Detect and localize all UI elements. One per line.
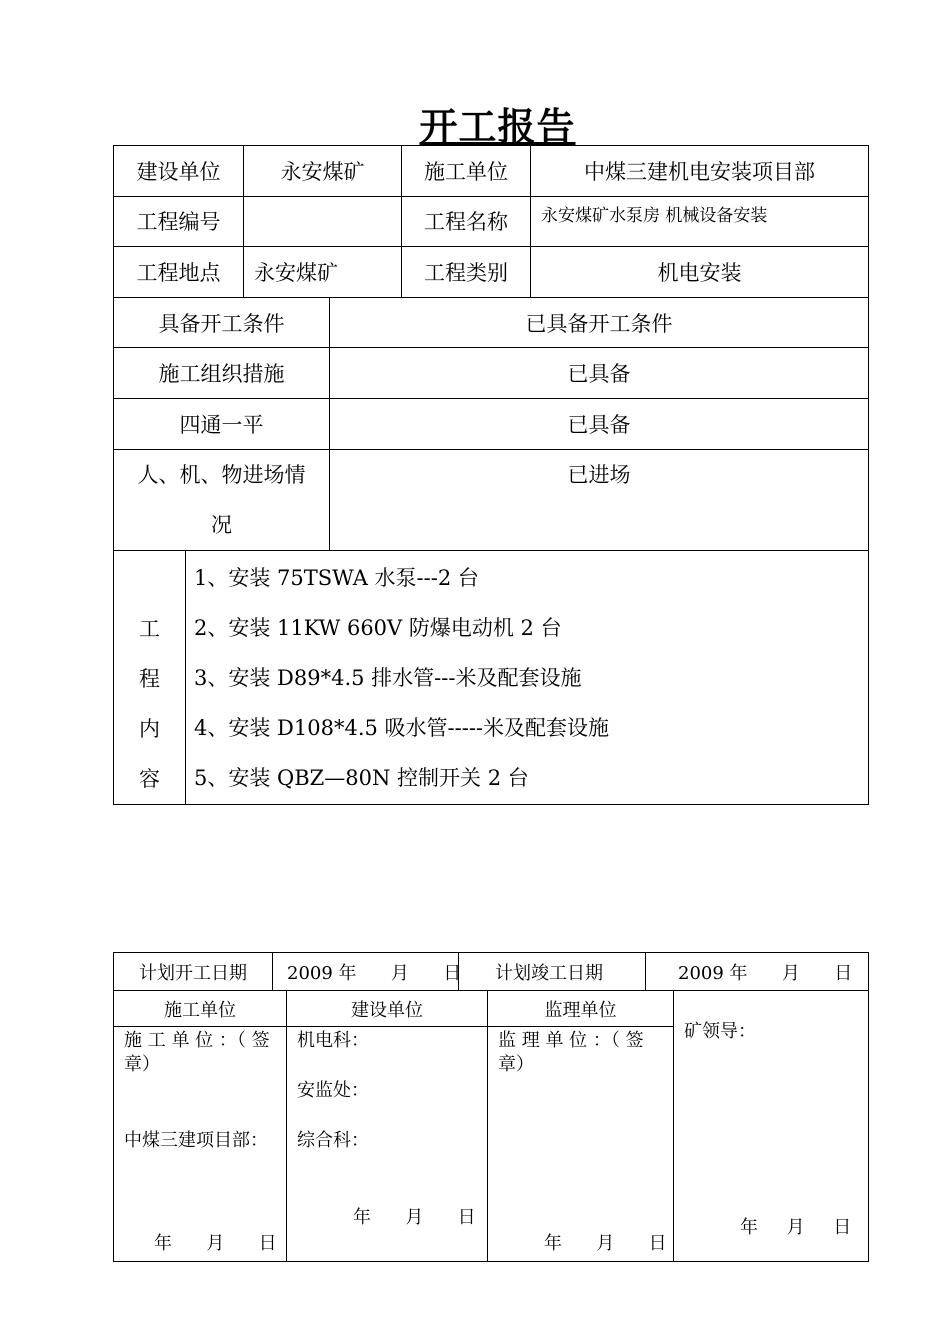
table-row (114, 398, 869, 449)
start-date-value: 2009 年 月 日 (273, 953, 459, 991)
build-unit-value: 永安煤矿 (244, 146, 402, 197)
content-label (114, 550, 186, 804)
content-items (186, 550, 869, 804)
content-label-char: 内 (139, 716, 160, 741)
contractor-dept-label: 中煤三建项目部： (124, 1130, 268, 1151)
owner-header: 建设单位 (287, 991, 488, 1027)
condition-label: 具备开工条件 (114, 297, 330, 348)
content-label-char: 容 (139, 766, 160, 791)
end-date-label: 计划竣工日期 (459, 953, 646, 991)
project-no-label: 工程编号 (114, 196, 244, 247)
schedule-table (113, 952, 869, 991)
document-title: 开工报告 (419, 104, 576, 149)
condition-label: 四通一平 (114, 398, 330, 449)
contractor-seal-text: 施 工 单 位 ：（ 签 章） (124, 1030, 270, 1075)
table-row (114, 449, 869, 550)
table-row (114, 297, 869, 348)
condition-value: 已具备 (330, 348, 869, 399)
category-value: 机电安装 (531, 247, 869, 298)
materials-label-line1: 人、机、物进场情 (137, 462, 306, 487)
supervisor-seal-text: 监 理 单 位 ：（ 签 章） (498, 1030, 644, 1075)
contractor-header: 施工单位 (114, 991, 287, 1027)
table-row (114, 550, 869, 804)
project-info-table (113, 145, 869, 805)
list-item: 1、安装 75TSWA 水泵---2 台 (194, 565, 479, 590)
contractor-date: 年 月 日 (154, 1233, 277, 1254)
table-row (114, 196, 869, 247)
supervisor-date: 年 月 日 (544, 1233, 667, 1254)
supervisor-sign-cell (488, 1027, 674, 1262)
location-label: 工程地点 (114, 247, 244, 298)
materials-label-line2: 况 (211, 512, 232, 537)
condition-value: 已具备 (330, 398, 869, 449)
owner-date: 年 月 日 (353, 1207, 476, 1228)
mine-leader-date: 年 月 日 (740, 1217, 852, 1238)
contractor-sign-cell (114, 1027, 287, 1262)
table-row (114, 953, 869, 991)
materials-label (114, 449, 330, 550)
build-unit-label: 建设单位 (114, 146, 244, 197)
list-item: 5、安装 QBZ—80N 控制开关 2 台 (194, 765, 529, 790)
owner-dept-label: 安监处： (297, 1080, 369, 1101)
table-row (114, 348, 869, 399)
content-label-char: 工 (139, 616, 160, 641)
project-no-value (244, 196, 402, 247)
location-value: 永安煤矿 (244, 247, 402, 298)
supervisor-header: 监理单位 (488, 991, 674, 1027)
table-row (114, 991, 869, 1027)
owner-dept-label: 综合科： (297, 1130, 369, 1151)
condition-value: 已具备开工条件 (330, 297, 869, 348)
contractor-value: 中煤三建机电安装项目部 (531, 146, 869, 197)
list-item: 3、安装 D89*4.5 排水管---米及配套设施 (194, 665, 582, 690)
table-row (114, 247, 869, 298)
end-date-value: 2009 年 月 日 (646, 953, 869, 991)
table-row (114, 146, 869, 197)
content-label-char: 程 (139, 666, 160, 691)
owner-dept-label: 机电科： (297, 1030, 369, 1051)
materials-value: 已进场 (330, 449, 869, 550)
signature-table (113, 990, 869, 1262)
mine-leader-cell (674, 991, 869, 1262)
contractor-label: 施工单位 (402, 146, 531, 197)
list-item: 2、安装 11KW 660V 防爆电动机 2 台 (194, 615, 562, 640)
owner-sign-cell (287, 1027, 488, 1262)
condition-label: 施工组织措施 (114, 348, 330, 399)
start-date-label: 计划开工日期 (114, 953, 273, 991)
list-item: 4、安装 D108*4.5 吸水管-----米及配套设施 (194, 715, 610, 740)
category-label: 工程类别 (402, 247, 531, 298)
project-name-value: 永安煤矿水泵房 机械设备安装 (531, 196, 869, 247)
mine-leader-label: 矿领导： (684, 1021, 756, 1042)
project-name-label: 工程名称 (402, 196, 531, 247)
